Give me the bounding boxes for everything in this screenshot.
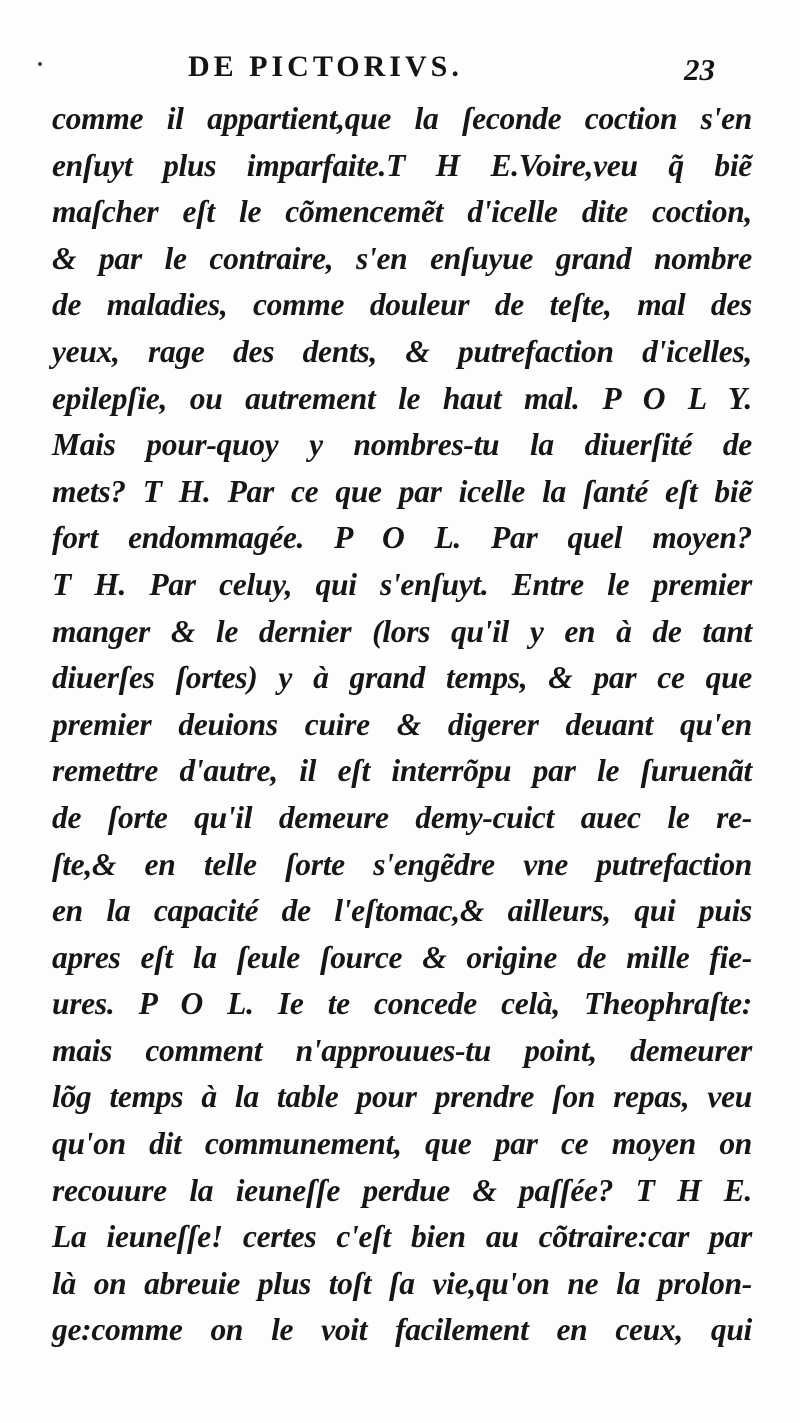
text-line: ge:comme on le voit facilement en ceux, qui: [52, 1312, 752, 1348]
text-line: yeux, rage des dents, & putrefaction d'icelles,: [52, 333, 752, 369]
text-line: remettre d'autre, il eſt interrõpu par le ſuruenãt: [52, 753, 752, 789]
text-line: de ſorte qu'il demeure demy-cuict auec le re-: [52, 799, 752, 835]
running-head: [0, 50, 800, 94]
text-line: ures. P O L. Ie te concede celà, Theophraſte:: [52, 986, 752, 1022]
text-line: Mais pour-quoy y nombres-tu la diuerſité de: [52, 427, 752, 463]
text-line: & par le contraire, s'en enſuyue grand nombre: [52, 240, 752, 276]
text-line: manger & le dernier (lors qu'il y en à de tant: [52, 613, 752, 649]
text-line: en la capacité de l'eſtomac,& ailleurs, qui puis: [52, 893, 752, 929]
text-line: T H. Par celuy, qui s'enſuyt. Entre le premier: [52, 566, 752, 602]
text-line: là on abreuie plus toſt ſa vie,qu'on ne la prolon-: [52, 1265, 752, 1301]
text-line: mets? T H. Par ce que par icelle la ſanté eſt biẽ: [52, 473, 752, 509]
text-line: epilepſie, ou autrement le haut mal. P O L Y.: [52, 380, 752, 416]
text-line: lõg temps à la table pour prendre ſon repas, veu: [52, 1079, 752, 1115]
text-line: ſte,& en telle ſorte s'engẽdre vne putrefaction: [52, 846, 752, 882]
text-line: premier deuions cuire & digerer deuant qu'en: [52, 706, 752, 742]
text-line: La ieuneſſe! certes c'eſt bien au cõtraire:car par: [52, 1219, 752, 1255]
running-title: DE PICTORIVS.: [188, 50, 463, 83]
text-line: diuerſes ſortes) y à grand temps, & par ce que: [52, 660, 752, 696]
text-line: enſuyt plus imparfaite.T H E.Voire,veu q̃ biẽ: [52, 147, 752, 183]
text-line: maſcher eſt le cõmencemẽt d'icelle dite coction,: [52, 194, 752, 230]
text-line: de maladies, comme douleur de teſte, mal des: [52, 287, 752, 323]
text-line: comme il appartient,que la ſeconde coction s'en: [52, 101, 752, 136]
page-number: 23: [684, 52, 715, 87]
text-line: recouure la ieuneſſe perdue & paſſée? T H E.: [52, 1172, 752, 1208]
text-line: fort endommagée. P O L. Par quel moyen?: [52, 520, 752, 556]
text-line: mais comment n'approuues-tu point, demeurer: [52, 1032, 752, 1068]
text-line: qu'on dit communement, que par ce moyen on: [52, 1126, 752, 1162]
body-text: [52, 96, 752, 1354]
text-line: apres eſt la ſeule ſource & origine de mille fie-: [52, 939, 752, 975]
